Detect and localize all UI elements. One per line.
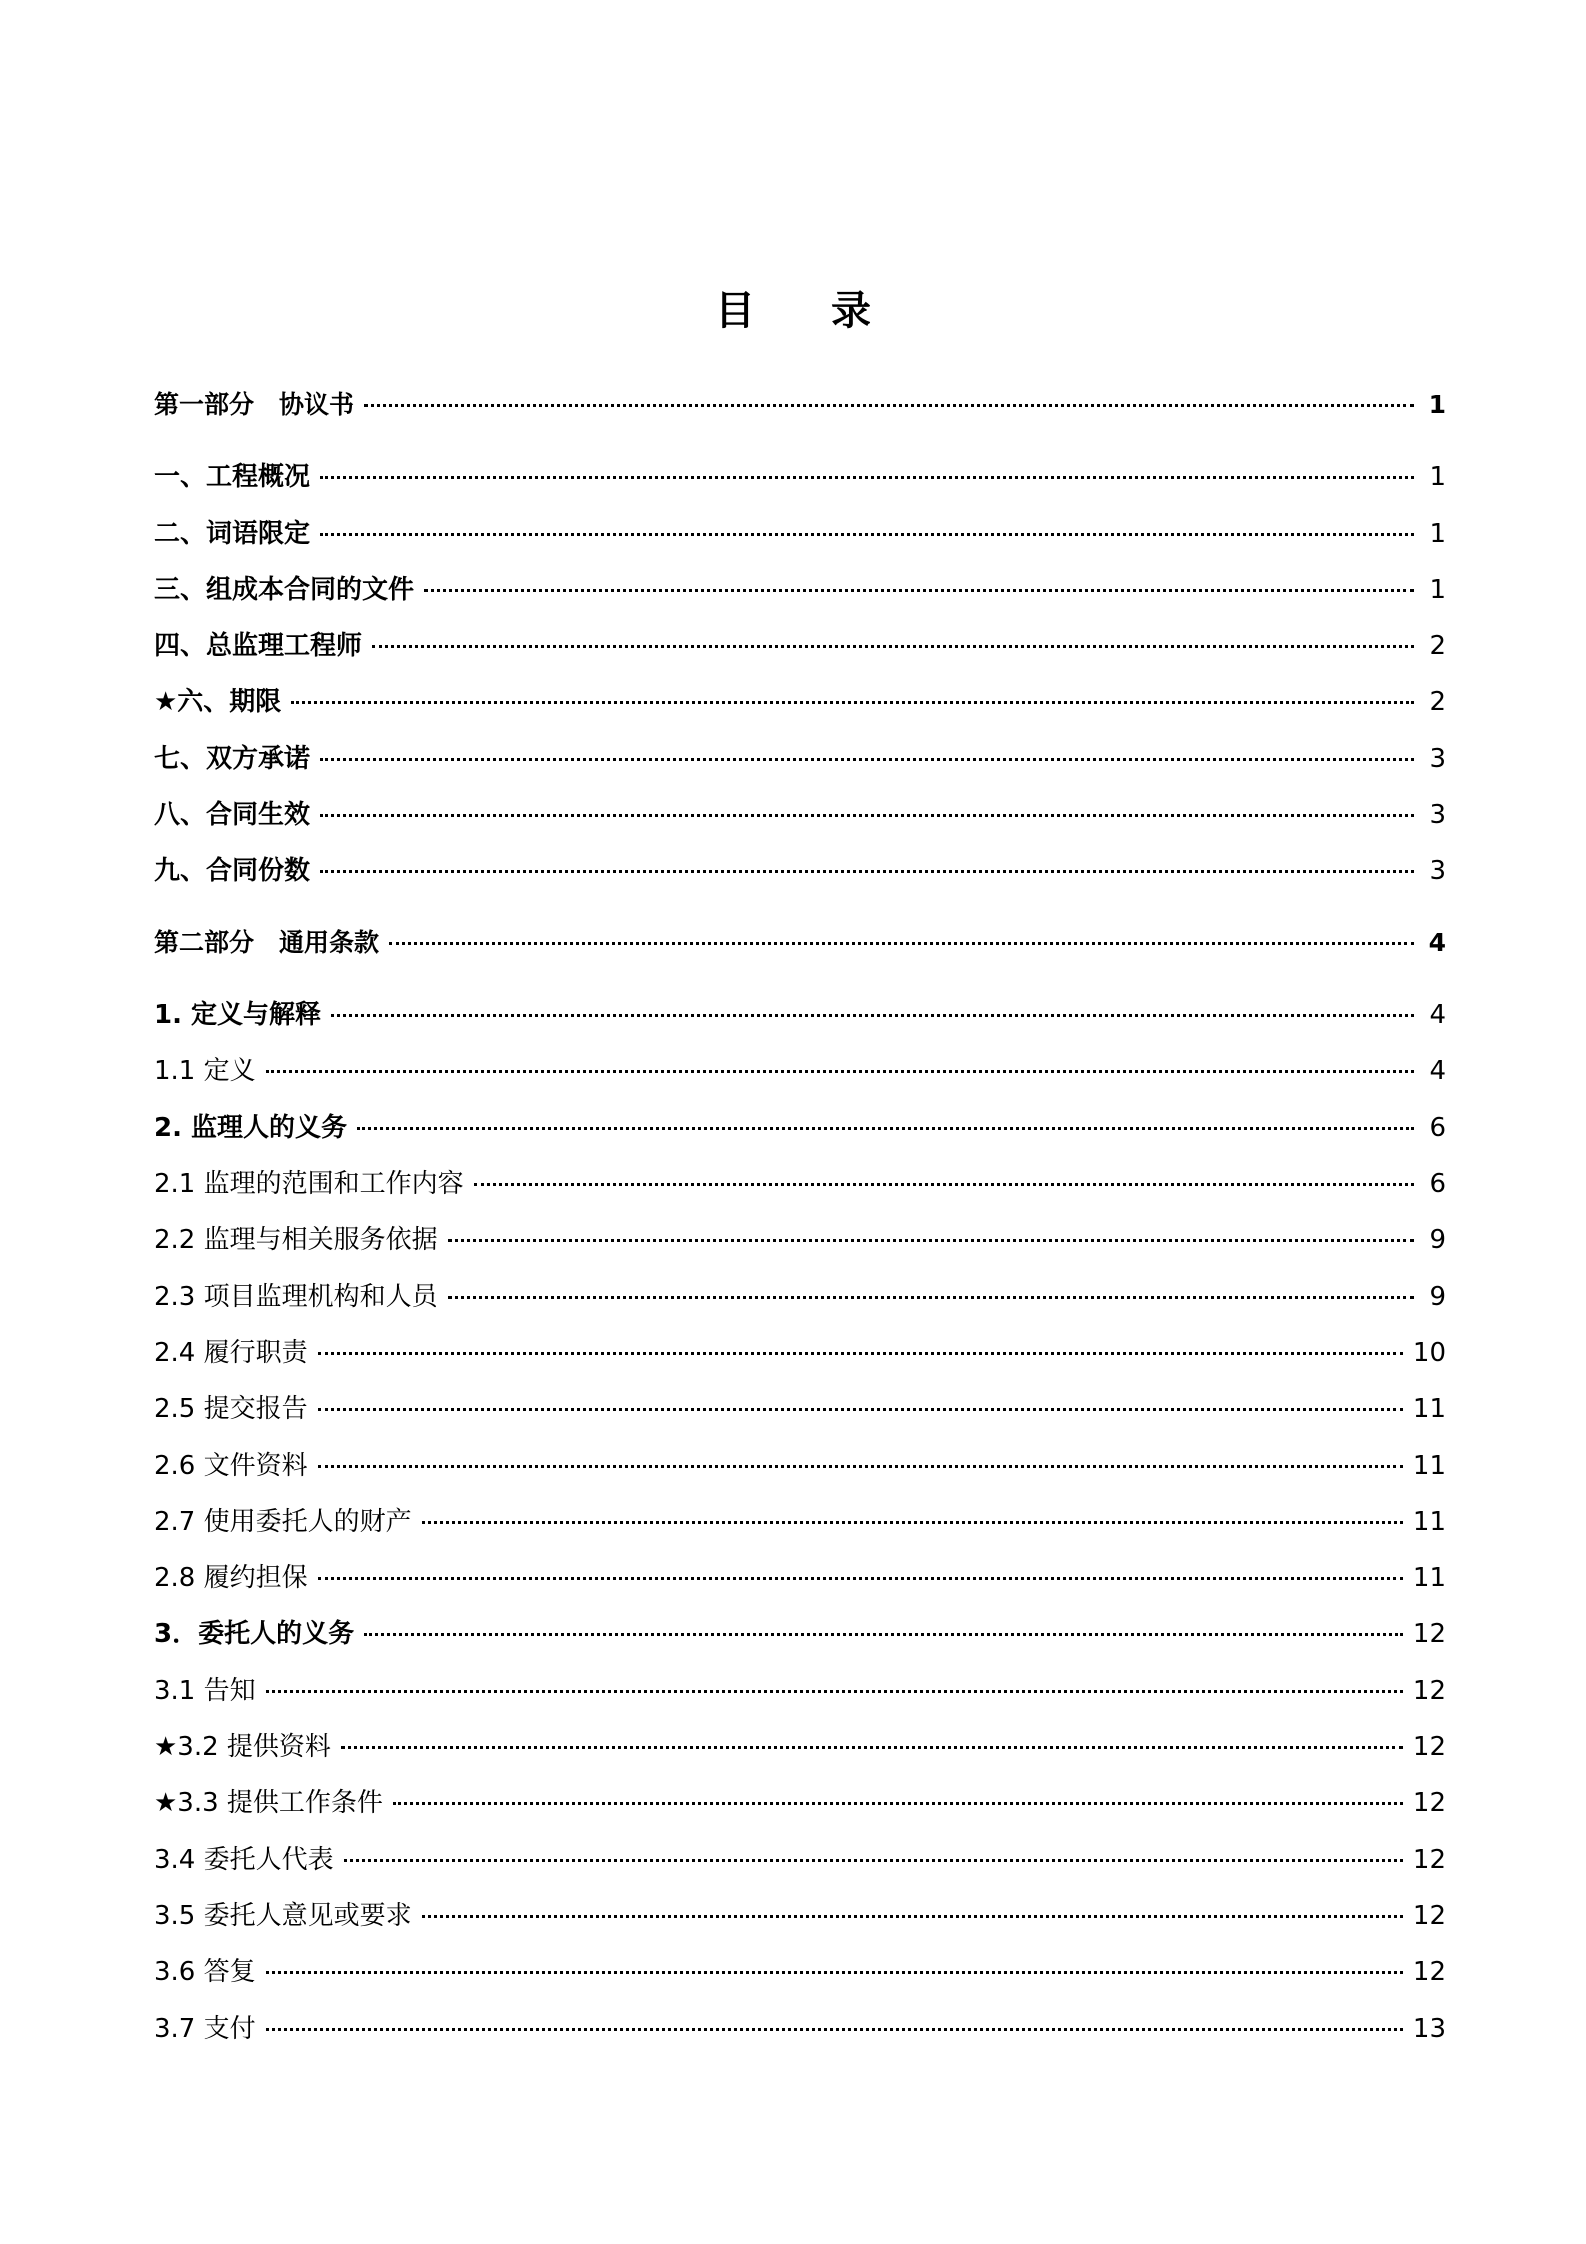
toc-entry-page: 12 — [1412, 1619, 1446, 1649]
dot-leader — [422, 1521, 1403, 1524]
toc-entry[interactable] — [154, 851, 1446, 891]
toc-entry-label: 二、词语限定 — [154, 519, 311, 549]
toc-entry-page: 12 — [1412, 1732, 1446, 1762]
toc-entry-page: 3 — [1429, 856, 1446, 886]
toc-entry-label: 三、组成本合同的文件 — [154, 575, 415, 605]
toc-entry-label: 3.1 告知 — [154, 1676, 256, 1706]
toc-entry[interactable] — [154, 795, 1446, 835]
toc-entry-page: 1 — [1429, 575, 1446, 605]
toc-entry-page: 11 — [1412, 1563, 1446, 1593]
toc-entry-label: 1.1 定义 — [154, 1056, 256, 1086]
dot-leader — [320, 533, 1414, 536]
dot-leader — [320, 814, 1414, 817]
toc-entry[interactable] — [154, 1220, 1446, 1260]
toc-entry-part-1[interactable] — [154, 385, 1446, 425]
dot-leader — [266, 2028, 1403, 2031]
dot-leader — [318, 1465, 1403, 1468]
toc-entry-page: 4 — [1429, 1056, 1446, 1086]
toc-entry-label: 3.6 答复 — [154, 1957, 256, 1987]
toc-entry-label: 四、总监理工程师 — [154, 631, 363, 661]
toc-entry-page: 4 — [1428, 928, 1446, 957]
toc-entry[interactable] — [154, 570, 1446, 610]
toc-entry-part-2[interactable] — [154, 923, 1446, 963]
toc-entry[interactable] — [154, 1051, 1446, 1091]
dot-leader — [372, 645, 1414, 648]
dot-leader — [364, 1633, 1403, 1636]
dot-leader — [389, 942, 1414, 945]
dot-leader — [291, 701, 1414, 704]
toc-entry-page: 3 — [1429, 744, 1446, 774]
toc-entry[interactable] — [154, 1840, 1446, 1880]
toc-entry-label: 2.6 文件资料 — [154, 1451, 308, 1481]
toc-entry[interactable] — [154, 1333, 1446, 1373]
toc-entry-page: 4 — [1429, 1000, 1446, 1030]
toc-entry[interactable] — [154, 1108, 1446, 1148]
dot-leader — [448, 1239, 1414, 1242]
dot-leader — [318, 1577, 1403, 1580]
dot-leader — [318, 1352, 1403, 1355]
toc-entry[interactable] — [154, 1727, 1446, 1767]
toc-entry-page: 1 — [1429, 462, 1446, 492]
toc-entry[interactable] — [154, 1952, 1446, 1992]
toc-entry-page: 6 — [1429, 1113, 1446, 1143]
dot-leader — [266, 1690, 1403, 1693]
toc-entry-label: 2.5 提交报告 — [154, 1394, 308, 1424]
toc-entry-label: 1. 定义与解释 — [154, 1000, 322, 1030]
toc-entry[interactable] — [154, 1896, 1446, 1936]
toc-entry-label: 七、双方承诺 — [154, 744, 311, 774]
toc-entry-page: 11 — [1412, 1507, 1446, 1537]
dot-leader — [320, 476, 1414, 479]
title-char-2: 录 — [831, 288, 871, 334]
toc-entry-page: 2 — [1429, 687, 1446, 717]
toc-entry-label: 2.3 项目监理机构和人员 — [154, 1282, 438, 1312]
toc-entry[interactable] — [154, 1389, 1446, 1429]
toc-entry-label: 八、合同生效 — [154, 800, 311, 830]
toc-entry-page: 2 — [1429, 631, 1446, 661]
dot-leader — [341, 1746, 1403, 1749]
toc-entry-page: 12 — [1412, 1901, 1446, 1931]
toc-entry[interactable] — [154, 457, 1446, 497]
toc-entry-label: 3．委托人的义务 — [154, 1619, 355, 1649]
dot-leader — [320, 758, 1414, 761]
toc-entry[interactable] — [154, 514, 1446, 554]
toc-entry-page: 9 — [1429, 1225, 1446, 1255]
toc-entry-label: ★3.3 提供工作条件 — [154, 1788, 383, 1818]
toc-entry-page: 12 — [1412, 1957, 1446, 1987]
toc-entry-page: 1 — [1428, 390, 1446, 419]
dot-leader — [357, 1127, 1414, 1130]
toc-entry-page: 12 — [1412, 1788, 1446, 1818]
toc-entry[interactable] — [154, 1164, 1446, 1204]
toc-entry-label: 九、合同份数 — [154, 856, 311, 886]
toc-entry[interactable] — [154, 1558, 1446, 1598]
toc-entry[interactable] — [154, 1277, 1446, 1317]
dot-leader — [424, 589, 1414, 592]
toc-entry[interactable] — [154, 626, 1446, 666]
toc-entry[interactable] — [154, 1783, 1446, 1823]
dot-leader — [474, 1183, 1414, 1186]
toc-entry-label: 2.2 监理与相关服务依据 — [154, 1225, 438, 1255]
toc-entry[interactable] — [154, 995, 1446, 1035]
toc-entry-label: 2. 监理人的义务 — [154, 1113, 348, 1143]
toc-entry-label: ★六、期限 — [154, 687, 282, 717]
toc-entry-label: 2.8 履约担保 — [154, 1563, 308, 1593]
dot-leader — [266, 1971, 1403, 1974]
toc-entry-label: ★3.2 提供资料 — [154, 1732, 331, 1762]
toc-entry-page: 1 — [1429, 519, 1446, 549]
toc-entry[interactable] — [154, 2009, 1446, 2049]
toc-entry-page: 3 — [1429, 800, 1446, 830]
toc-entry-label: 2.1 监理的范围和工作内容 — [154, 1169, 464, 1199]
toc-entry[interactable] — [154, 739, 1446, 779]
toc-entry[interactable] — [154, 1671, 1446, 1711]
toc-entry-label: 3.7 支付 — [154, 2014, 256, 2044]
dot-leader — [344, 1859, 1403, 1862]
dot-leader — [331, 1014, 1414, 1017]
toc-entry-page: 12 — [1412, 1845, 1446, 1875]
dot-leader — [364, 404, 1414, 407]
page-title — [0, 283, 1586, 339]
toc-entry-page: 9 — [1429, 1282, 1446, 1312]
toc-entry-label: 一、工程概况 — [154, 462, 311, 492]
toc-entry-page: 11 — [1412, 1451, 1446, 1481]
dot-leader — [318, 1408, 1403, 1411]
dot-leader — [422, 1915, 1403, 1918]
toc-entry-label: 2.7 使用委托人的财产 — [154, 1507, 412, 1537]
toc-entry-page: 13 — [1412, 2014, 1446, 2044]
title-char-1: 目 — [715, 288, 755, 334]
toc-entry-label: 第一部分 协议书 — [154, 390, 355, 419]
toc-entry[interactable] — [154, 1614, 1446, 1654]
dot-leader — [266, 1070, 1414, 1073]
dot-leader — [448, 1296, 1414, 1299]
dot-leader — [320, 870, 1414, 873]
toc-entry-page: 6 — [1429, 1169, 1446, 1199]
toc-entry[interactable] — [154, 1446, 1446, 1486]
toc-entry-label: 3.4 委托人代表 — [154, 1845, 334, 1875]
toc-entry-page: 12 — [1412, 1676, 1446, 1706]
toc-entry-page: 10 — [1412, 1338, 1446, 1368]
toc-entry-label: 2.4 履行职责 — [154, 1338, 308, 1368]
toc-entry-label: 第二部分 通用条款 — [154, 928, 380, 957]
toc-entry[interactable] — [154, 1502, 1446, 1542]
dot-leader — [393, 1802, 1403, 1805]
toc-entry-label: 3.5 委托人意见或要求 — [154, 1901, 412, 1931]
toc-entry-page: 11 — [1412, 1394, 1446, 1424]
toc-entry[interactable] — [154, 682, 1446, 722]
